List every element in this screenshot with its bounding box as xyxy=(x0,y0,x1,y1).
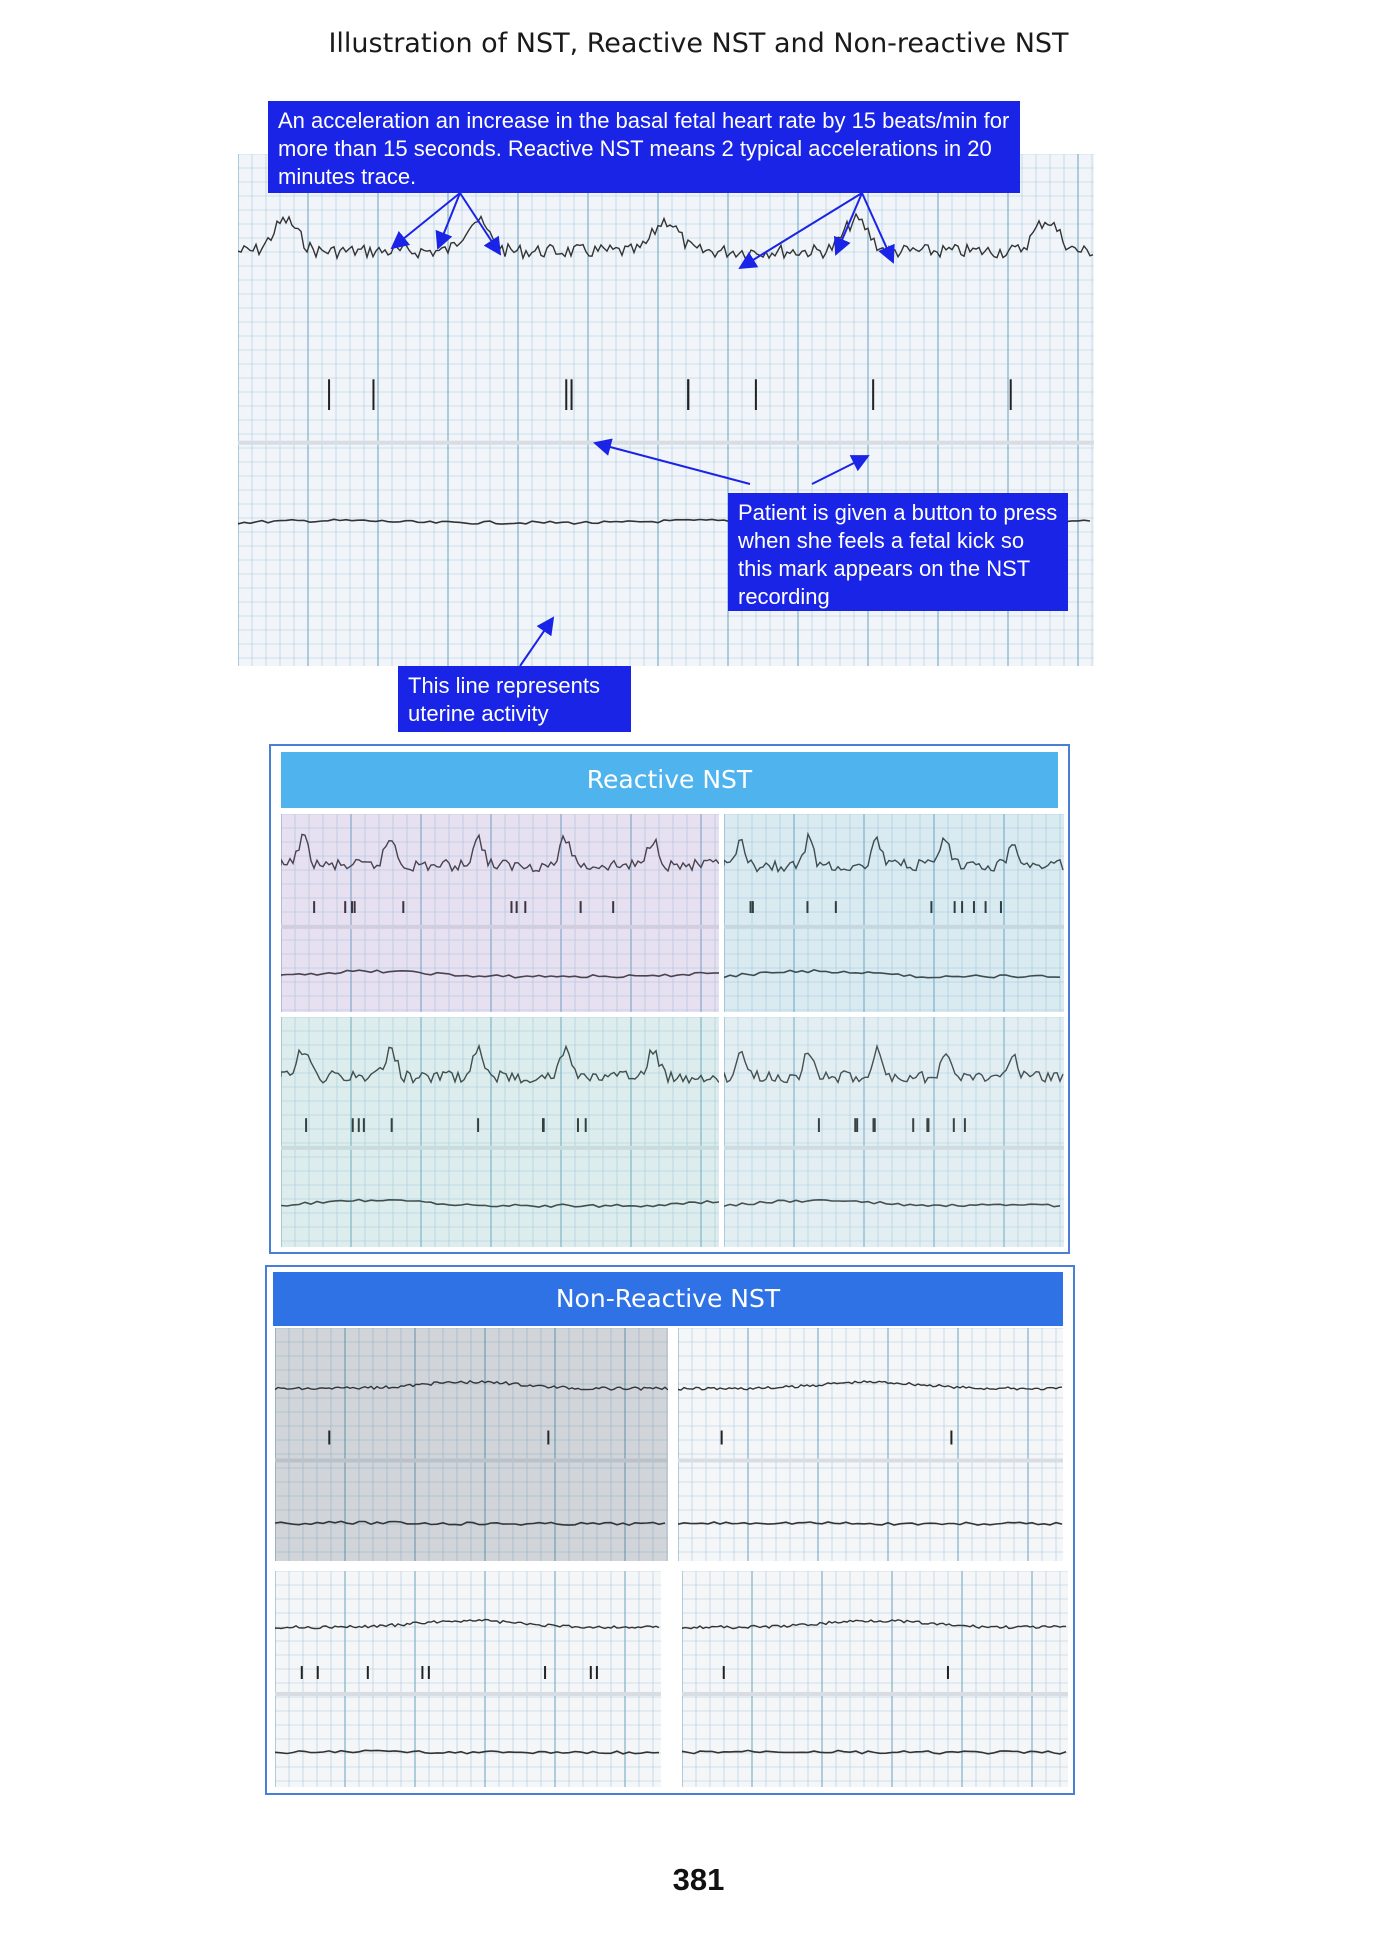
ctg-trace-drawing xyxy=(281,814,719,1012)
page-title: Illustration of NST, Reactive NST and Non-reactive NST xyxy=(328,28,1069,59)
ctg-trace-drawing xyxy=(275,1328,668,1561)
non-reactive-trace-4 xyxy=(682,1571,1068,1787)
uterine-activity-callout: This line represents uterine activity xyxy=(398,666,631,732)
reactive-trace-1 xyxy=(281,814,719,1012)
ctg-trace-drawing xyxy=(275,1571,661,1787)
non-reactive-trace-2 xyxy=(678,1328,1063,1561)
non-reactive-nst-banner: Non-Reactive NST xyxy=(273,1272,1063,1326)
ctg-trace-drawing xyxy=(724,814,1064,1012)
ctg-trace-drawing xyxy=(678,1328,1063,1561)
reactive-trace-4 xyxy=(724,1017,1064,1247)
ctg-trace-drawing xyxy=(281,1017,719,1247)
reactive-trace-2 xyxy=(724,814,1064,1012)
reactive-nst-banner: Reactive NST xyxy=(281,752,1058,808)
non-reactive-trace-1 xyxy=(275,1328,668,1561)
page-number: 381 xyxy=(672,1862,725,1897)
reactive-trace-3 xyxy=(281,1017,719,1247)
non-reactive-trace-3 xyxy=(275,1571,661,1787)
ctg-trace-drawing xyxy=(682,1571,1068,1787)
kick-button-callout: Patient is given a button to press when she feels a fetal kick so this mark appears on the NST recording xyxy=(728,493,1068,611)
ctg-trace-drawing xyxy=(724,1017,1064,1247)
acceleration-callout: An acceleration an increase in the basal fetal heart rate by 15 beats/min for more than 15 seconds. Reactive NST means 2 typical accelerations in 20 minutes trace. xyxy=(268,101,1020,193)
